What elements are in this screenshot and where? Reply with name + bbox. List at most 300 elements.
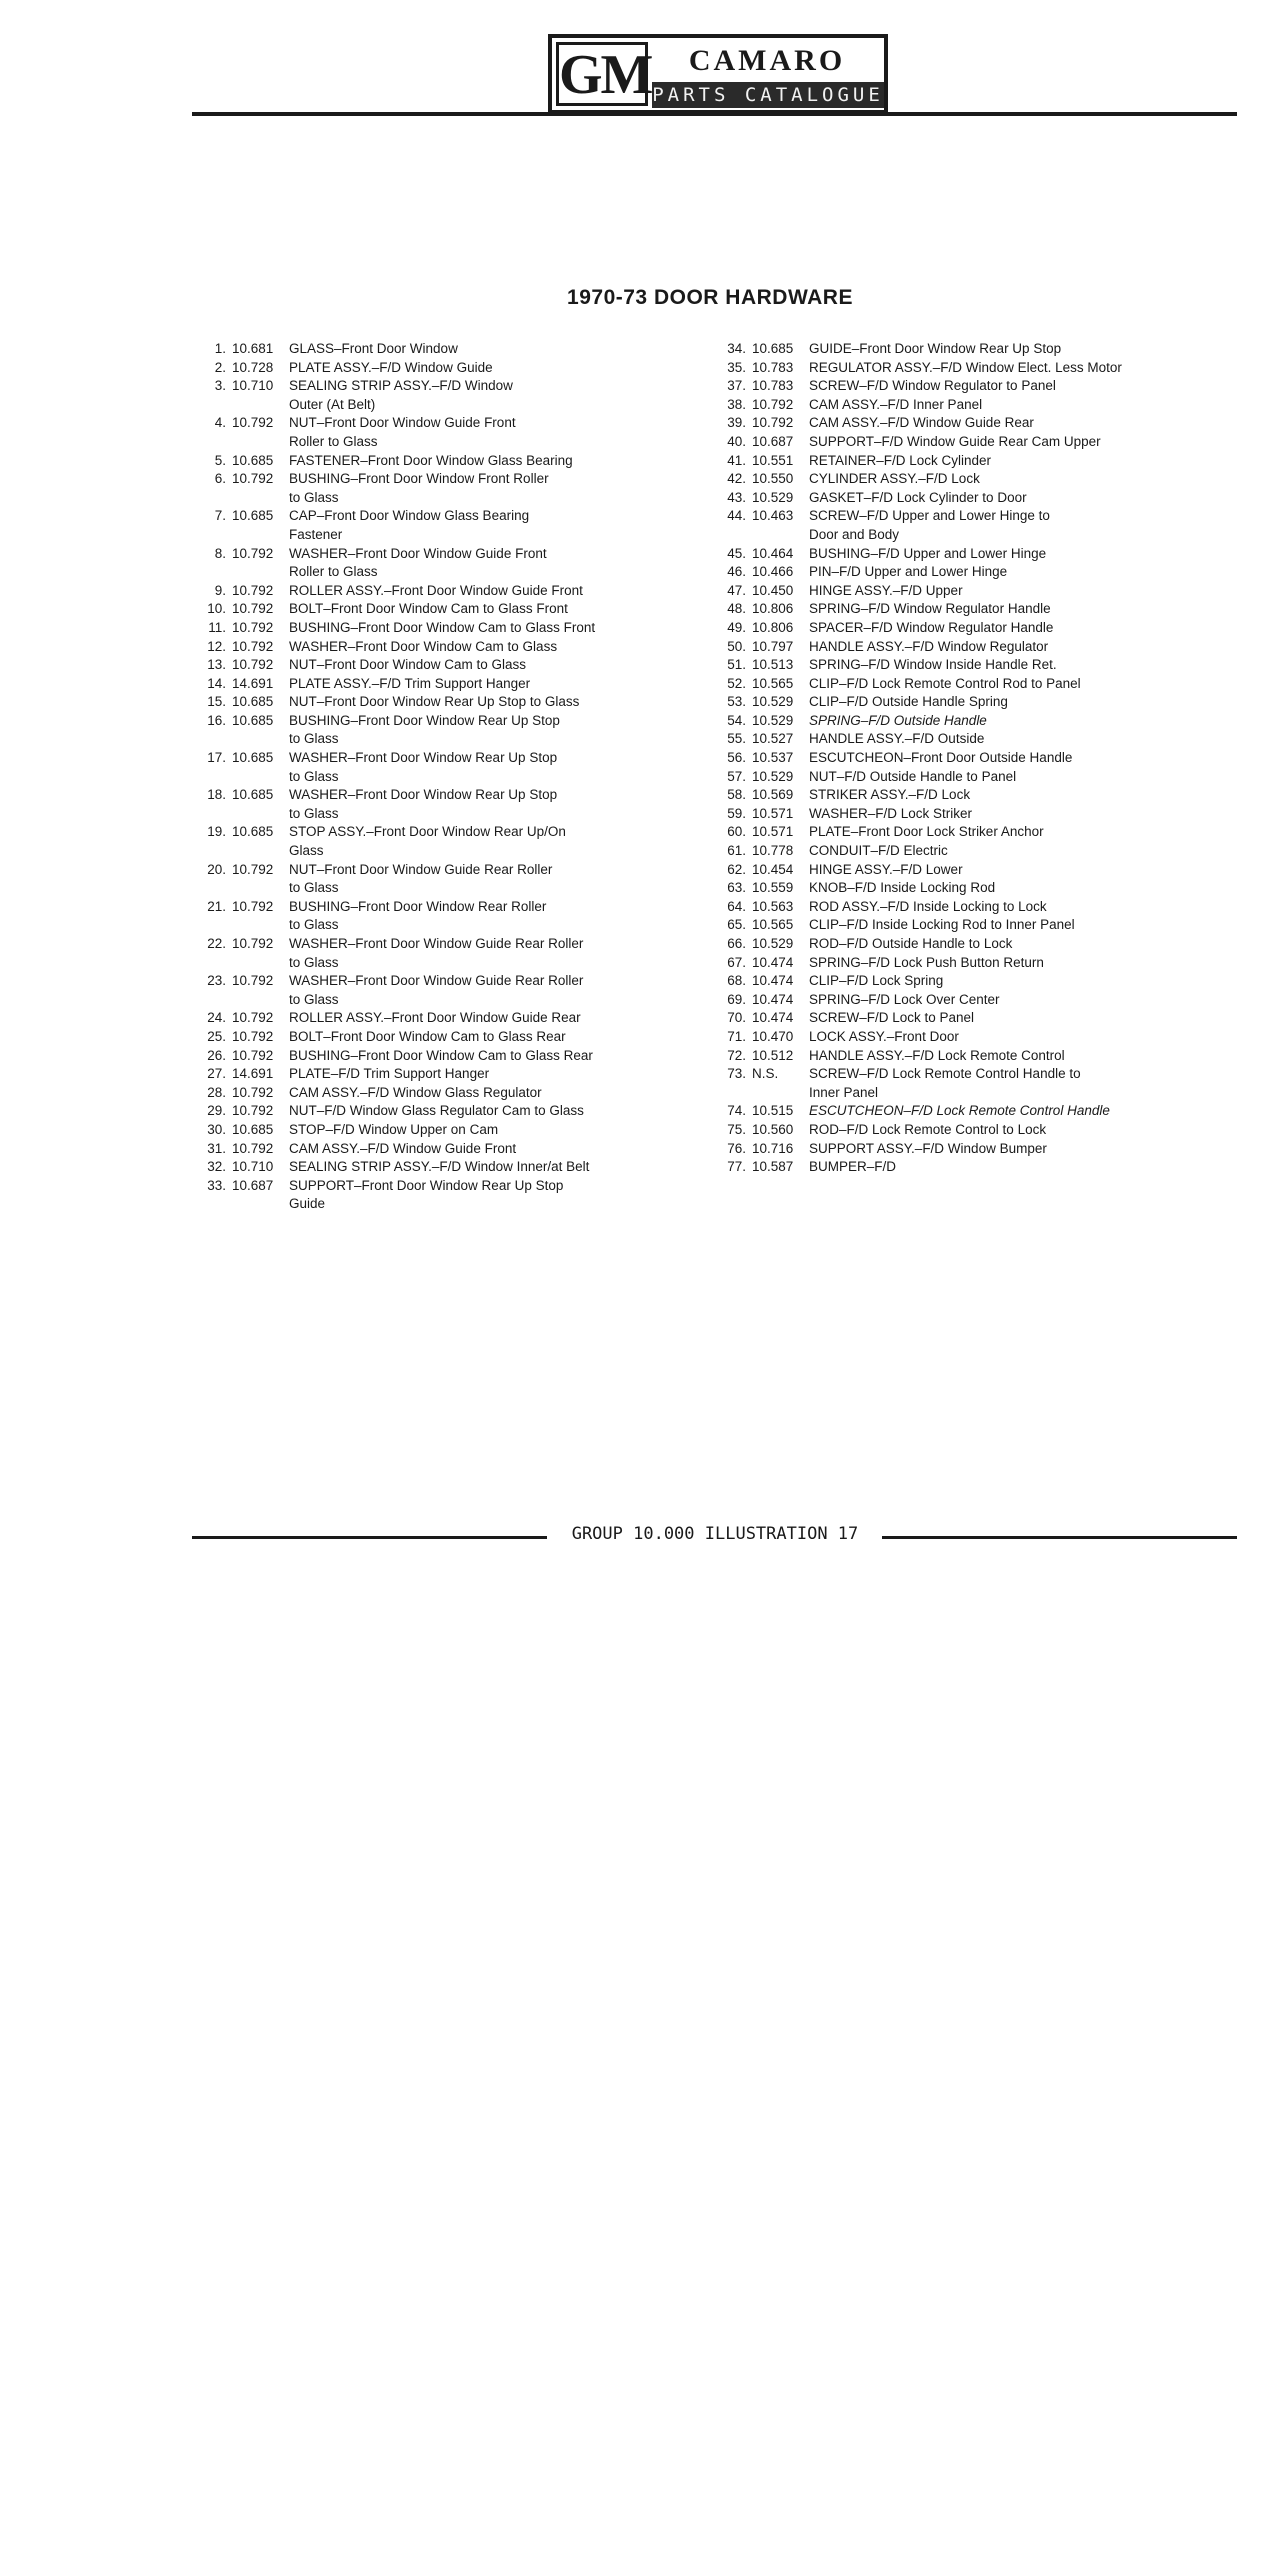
part-description: to Glass (289, 991, 339, 1007)
parts-list-left (190, 340, 710, 1214)
part-row-continuation (190, 842, 710, 861)
part-description: BUSHING–Front Door Window Rear Up Stop (289, 712, 560, 728)
part-group-code: 10.792 (232, 1084, 274, 1100)
part-row (710, 433, 1250, 452)
part-group-code (232, 730, 289, 749)
part-row (190, 712, 710, 731)
part-description: ROD–F/D Outside Handle to Lock (809, 936, 1013, 951)
part-description: CLIP–F/D Lock Remote Control Rod to Panel (809, 675, 1081, 691)
part-group-code: 10.454 (752, 861, 794, 877)
part-description: SEALING STRIP ASSY.–F/D Window Inner/at Belt (289, 1159, 590, 1175)
part-description: KNOB–F/D Inside Locking Rod (809, 880, 996, 896)
part-number: 28. (207, 1084, 226, 1100)
part-group-code (752, 1084, 809, 1103)
part-description: ROLLER ASSY.–Front Door Window Guide Front (289, 582, 583, 598)
part-description: STOP–F/D Window Upper on Cam (289, 1121, 499, 1137)
part-group-code (232, 526, 289, 545)
part-description: Roller to Glass (289, 433, 378, 449)
part-description: GASKET–F/D Lock Cylinder to Door (809, 489, 1027, 505)
part-number: 76. (727, 1140, 746, 1156)
part-row-continuation (190, 805, 710, 824)
part-group-code: 10.792 (752, 396, 794, 412)
part-group-code: 10.470 (752, 1028, 794, 1044)
part-number: 12. (207, 638, 226, 654)
part-description: PIN–F/D Upper and Lower Hinge (809, 564, 1008, 580)
part-number: 15. (207, 694, 226, 710)
part-description: SPRING–F/D Lock Push Button Return (809, 954, 1044, 970)
part-description: Glass (289, 843, 324, 859)
part-description: GLASS–Front Door Window (289, 341, 458, 356)
part-row (710, 600, 1250, 619)
part-number: 56. (727, 750, 746, 766)
part-group-code (232, 879, 289, 898)
part-number: 2. (214, 359, 226, 375)
part-number: 42. (727, 471, 746, 487)
part-group-code: 10.569 (752, 787, 794, 803)
part-group-code: 10.687 (232, 1177, 274, 1193)
part-description: FASTENER–Front Door Window Glass Bearing (289, 452, 573, 468)
part-group-code: 10.685 (752, 341, 794, 356)
part-group-code: 10.466 (752, 564, 794, 580)
part-number: 33. (207, 1177, 226, 1193)
part-row (190, 861, 710, 880)
part-row-continuation (190, 916, 710, 935)
part-number (190, 768, 232, 787)
part-row (190, 600, 710, 619)
part-description: SCREW–F/D Lock Remote Control Handle to (809, 1066, 1081, 1082)
part-row (190, 1102, 710, 1121)
part-row (710, 1102, 1250, 1121)
part-number (190, 396, 232, 415)
part-group-code: 10.806 (752, 619, 794, 635)
part-description: SPRING–F/D Outside Handle (809, 712, 987, 728)
part-group-code: 10.685 (232, 787, 274, 803)
part-number: 49. (727, 619, 746, 635)
part-description: SEALING STRIP ASSY.–F/D Window (289, 378, 513, 394)
part-number: 69. (727, 991, 746, 1007)
part-group-code: 10.571 (752, 805, 794, 821)
part-description: SUPPORT–F/D Window Guide Rear Cam Upper (809, 433, 1101, 449)
part-number: 40. (727, 433, 746, 449)
part-row (190, 823, 710, 842)
part-group-code: 10.463 (752, 508, 794, 524)
part-group-code: 10.792 (232, 1010, 274, 1026)
part-group-code: 10.792 (232, 619, 274, 635)
part-description: CAP–Front Door Window Glass Bearing (289, 508, 530, 524)
part-description: ROLLER ASSY.–Front Door Window Guide Rear (289, 1010, 581, 1026)
footer-rule-right (882, 1536, 1237, 1539)
part-group-code: 10.792 (232, 545, 274, 561)
part-number: 10. (207, 601, 226, 617)
part-description: PLATE ASSY.–F/D Trim Support Hanger (289, 675, 531, 691)
part-description: BOLT–Front Door Window Cam to Glass Front (289, 601, 568, 617)
part-number (190, 954, 232, 973)
part-group-code: 10.529 (752, 768, 794, 784)
part-row (190, 1177, 710, 1196)
part-group-code: 10.537 (752, 750, 794, 766)
part-number: 3. (214, 378, 226, 394)
part-row (190, 693, 710, 712)
part-group-code: 10.450 (752, 582, 794, 598)
part-row (190, 377, 710, 396)
part-group-code: 10.529 (752, 712, 794, 728)
part-group-code: 10.792 (232, 638, 274, 654)
part-row (710, 916, 1250, 935)
part-description: GUIDE–Front Door Window Rear Up Stop (809, 341, 1062, 356)
part-description: ESCUTCHEON–F/D Lock Remote Control Handle (809, 1103, 1110, 1119)
part-group-code: 10.474 (752, 954, 794, 970)
part-row (710, 768, 1250, 787)
part-row-continuation (190, 879, 710, 898)
part-number (190, 879, 232, 898)
part-number: 77. (727, 1159, 746, 1175)
part-group-code: 10.571 (752, 824, 794, 840)
part-description: Outer (At Belt) (289, 396, 376, 412)
page-title: 1970-73 DOOR HARDWARE (567, 286, 853, 309)
part-description: WASHER–Front Door Window Guide Rear Roller (289, 936, 584, 951)
part-number: 21. (207, 898, 226, 914)
part-description: SCREW–F/D Window Regulator to Panel (809, 378, 1056, 394)
part-number: 43. (727, 489, 746, 505)
part-number (190, 805, 232, 824)
part-group-code: 10.792 (232, 898, 274, 914)
part-row (710, 954, 1250, 973)
part-row-continuation (710, 1084, 1250, 1103)
part-description: PLATE ASSY.–F/D Window Guide (289, 359, 493, 375)
part-row-continuation (190, 396, 710, 415)
part-row (710, 414, 1250, 433)
part-description: PLATE–F/D Trim Support Hanger (289, 1066, 490, 1082)
part-number: 9. (214, 582, 226, 598)
part-row (190, 972, 710, 991)
part-row-continuation (190, 730, 710, 749)
part-row (190, 470, 710, 489)
part-group-code: 10.685 (232, 694, 274, 710)
part-number: 71. (727, 1028, 746, 1044)
part-group-code: 10.515 (752, 1103, 794, 1119)
part-group-code: 14.691 (232, 1066, 274, 1082)
part-group-code: 10.806 (752, 601, 794, 617)
logo-subtitle: PARTS CATALOGUE (652, 84, 884, 106)
part-number: 60. (727, 824, 746, 840)
part-number: 55. (727, 731, 746, 747)
part-number: 37. (727, 378, 746, 394)
part-group-code: 10.792 (232, 936, 274, 951)
part-group-code: 10.474 (752, 991, 794, 1007)
part-number: 67. (727, 954, 746, 970)
part-row (190, 1084, 710, 1103)
part-number: 23. (207, 973, 226, 989)
part-row (710, 656, 1250, 675)
part-description: REGULATOR ASSY.–F/D Window Elect. Less Motor (809, 359, 1122, 375)
part-number: 48. (727, 601, 746, 617)
part-row (190, 414, 710, 433)
part-group-code: 10.710 (232, 1159, 274, 1175)
part-number: 38. (727, 396, 746, 412)
part-number (710, 1084, 752, 1103)
part-group-code: 10.792 (232, 415, 274, 431)
part-description: LOCK ASSY.–Front Door (809, 1028, 959, 1044)
part-number: 4. (214, 415, 226, 431)
part-description: BUSHING–Front Door Window Rear Roller (289, 898, 547, 914)
part-description: Inner Panel (809, 1084, 879, 1100)
part-number: 34. (727, 341, 746, 356)
part-number: 44. (727, 508, 746, 524)
part-description: to Glass (289, 917, 339, 933)
part-description: NUT–F/D Window Glass Regulator Cam to Glass (289, 1103, 584, 1119)
part-description: CAM ASSY.–F/D Window Guide Rear (809, 415, 1034, 431)
part-group-code (232, 805, 289, 824)
part-row (190, 582, 710, 601)
part-group-code: 10.474 (752, 973, 794, 989)
part-description: CLIP–F/D Outside Handle Spring (809, 694, 1008, 710)
part-description: HANDLE ASSY.–F/D Window Regulator (809, 638, 1049, 654)
part-description: WASHER–Front Door Window Rear Up Stop (289, 787, 558, 803)
part-group-code: 10.792 (232, 1103, 274, 1119)
part-number: 65. (727, 917, 746, 933)
part-group-code: 10.474 (752, 1010, 794, 1026)
part-description: SUPPORT–Front Door Window Rear Up Stop (289, 1177, 564, 1193)
part-number (190, 916, 232, 935)
part-description: WASHER–Front Door Window Guide Front (289, 545, 547, 561)
part-description: Roller to Glass (289, 564, 378, 580)
part-row (710, 1028, 1250, 1047)
part-number: 58. (727, 787, 746, 803)
part-number: 50. (727, 638, 746, 654)
part-row (710, 861, 1250, 880)
part-description: STRIKER ASSY.–F/D Lock (809, 787, 971, 803)
part-group-code: 10.778 (752, 843, 794, 859)
part-group-code: 10.792 (232, 582, 274, 598)
part-row (710, 786, 1250, 805)
part-description: SPRING–F/D Window Inside Handle Ret. (809, 657, 1057, 673)
part-group-code: N.S. (752, 1066, 779, 1082)
part-number: 62. (727, 861, 746, 877)
part-description: SPACER–F/D Window Regulator Handle (809, 619, 1054, 635)
part-description: Guide (289, 1196, 326, 1212)
part-row (190, 1009, 710, 1028)
part-row (190, 1121, 710, 1140)
part-group-code: 10.716 (752, 1140, 794, 1156)
part-number: 70. (727, 1010, 746, 1026)
part-group-code: 10.685 (232, 824, 274, 840)
part-row (190, 507, 710, 526)
part-row (710, 396, 1250, 415)
part-number: 47. (727, 582, 746, 598)
part-row-continuation (190, 954, 710, 973)
gm-logo-mark: GM (556, 42, 648, 106)
part-group-code (232, 1195, 289, 1214)
part-group-code (752, 526, 809, 545)
part-number: 16. (207, 712, 226, 728)
part-number: 29. (207, 1103, 226, 1119)
part-description: NUT–Front Door Window Cam to Glass (289, 657, 527, 673)
part-row-continuation (190, 1195, 710, 1214)
part-description: BUSHING–Front Door Window Cam to Glass Front (289, 619, 596, 635)
part-number: 13. (207, 657, 226, 673)
part-number: 17. (207, 750, 226, 766)
part-number (190, 1195, 232, 1214)
part-description: ESCUTCHEON–Front Door Outside Handle (809, 750, 1073, 766)
part-description: WASHER–F/D Lock Striker (809, 805, 973, 821)
part-group-code: 10.529 (752, 694, 794, 710)
part-description: BUSHING–Front Door Window Cam to Glass Rear (289, 1047, 593, 1063)
parts-list-right (710, 340, 1250, 1177)
gm-camaro-logo (548, 34, 888, 114)
part-number: 6. (214, 471, 226, 487)
part-number (190, 489, 232, 508)
part-description: STOP ASSY.–Front Door Window Rear Up/On (289, 824, 566, 840)
part-row (710, 898, 1250, 917)
part-group-code: 10.529 (752, 936, 794, 951)
part-number: 32. (207, 1159, 226, 1175)
part-number (190, 563, 232, 582)
part-group-code: 10.685 (232, 1121, 274, 1137)
part-group-code: 10.551 (752, 452, 794, 468)
part-row (710, 1009, 1250, 1028)
part-number: 30. (207, 1121, 226, 1137)
part-row (710, 935, 1250, 954)
part-number: 8. (214, 545, 226, 561)
part-row (190, 935, 710, 954)
part-number: 59. (727, 805, 746, 821)
part-number: 27. (207, 1066, 226, 1082)
part-description: SCREW–F/D Lock to Panel (809, 1010, 975, 1026)
part-description: HINGE ASSY.–F/D Lower (809, 861, 963, 877)
part-group-code: 10.550 (752, 471, 794, 487)
part-row (710, 879, 1250, 898)
part-row (710, 470, 1250, 489)
part-row-continuation (190, 433, 710, 452)
part-description: to Glass (289, 805, 339, 821)
part-number: 1. (214, 341, 226, 356)
part-description: RETAINER–F/D Lock Cylinder (809, 452, 992, 468)
part-number (190, 991, 232, 1010)
part-number: 41. (727, 452, 746, 468)
part-row (190, 786, 710, 805)
part-row (710, 749, 1250, 768)
part-number: 7. (214, 508, 226, 524)
part-group-code: 10.792 (752, 415, 794, 431)
part-group-code: 10.587 (752, 1159, 794, 1175)
part-number (190, 842, 232, 861)
part-description: NUT–Front Door Window Guide Rear Roller (289, 861, 553, 877)
part-row (710, 693, 1250, 712)
part-row (190, 1140, 710, 1159)
part-row (190, 638, 710, 657)
part-row (710, 1140, 1250, 1159)
part-group-code: 10.527 (752, 731, 794, 747)
part-row (710, 507, 1250, 526)
part-number: 72. (727, 1047, 746, 1063)
part-group-code: 10.685 (232, 712, 274, 728)
part-number: 25. (207, 1028, 226, 1044)
part-description: SCREW–F/D Upper and Lower Hinge to (809, 508, 1050, 524)
part-number: 22. (207, 936, 226, 951)
part-description: ROD ASSY.–F/D Inside Locking to Lock (809, 898, 1047, 914)
part-row-continuation (190, 526, 710, 545)
part-description: CLIP–F/D Inside Locking Rod to Inner Panel (809, 917, 1075, 933)
part-row (190, 1065, 710, 1084)
part-number: 24. (207, 1010, 226, 1026)
part-row (190, 1028, 710, 1047)
part-row (710, 805, 1250, 824)
part-description: to Glass (289, 880, 339, 896)
part-group-code: 10.513 (752, 657, 794, 673)
part-row (190, 1158, 710, 1177)
part-description: NUT–Front Door Window Rear Up Stop to Glass (289, 694, 580, 710)
part-number: 61. (727, 843, 746, 859)
part-group-code: 10.685 (232, 750, 274, 766)
part-number: 11. (208, 619, 226, 635)
part-row (710, 972, 1250, 991)
part-description: CLIP–F/D Lock Spring (809, 973, 944, 989)
part-row (710, 675, 1250, 694)
part-number: 66. (727, 936, 746, 951)
part-group-code (232, 563, 289, 582)
part-row-continuation (190, 991, 710, 1010)
part-row (190, 749, 710, 768)
part-number: 68. (727, 973, 746, 989)
part-description: PLATE–Front Door Lock Striker Anchor (809, 824, 1044, 840)
part-description: BOLT–Front Door Window Cam to Glass Rear (289, 1028, 566, 1044)
part-description: BUSHING–Front Door Window Front Roller (289, 471, 549, 487)
part-group-code: 10.681 (232, 341, 274, 356)
header-rule (192, 112, 1237, 116)
part-description: WASHER–Front Door Window Guide Rear Roller (289, 973, 584, 989)
part-number: 45. (727, 545, 746, 561)
part-row (710, 1047, 1250, 1066)
part-group-code (232, 396, 289, 415)
part-row (710, 359, 1250, 378)
part-number: 14. (207, 675, 226, 691)
part-number: 46. (727, 564, 746, 580)
part-description: to Glass (289, 731, 339, 747)
part-description: HANDLE ASSY.–F/D Outside (809, 731, 985, 747)
part-description: WASHER–Front Door Window Rear Up Stop (289, 750, 558, 766)
part-group-code (232, 991, 289, 1010)
part-group-code: 10.783 (752, 359, 794, 375)
part-row (710, 1065, 1250, 1084)
part-number: 64. (727, 898, 746, 914)
part-group-code: 10.563 (752, 898, 794, 914)
part-number: 35. (727, 359, 746, 375)
part-row (710, 452, 1250, 471)
part-row (710, 730, 1250, 749)
part-description: to Glass (289, 489, 339, 505)
part-number: 74. (727, 1103, 746, 1119)
part-description: CAM ASSY.–F/D Inner Panel (809, 396, 983, 412)
part-row-continuation (190, 489, 710, 508)
part-row (710, 991, 1250, 1010)
part-row (710, 545, 1250, 564)
part-group-code: 10.565 (752, 675, 794, 691)
part-group-code: 10.687 (752, 433, 794, 449)
part-group-code: 10.792 (232, 1028, 274, 1044)
part-row (190, 359, 710, 378)
part-description: CYLINDER ASSY.–F/D Lock (809, 471, 980, 487)
part-row (710, 842, 1250, 861)
part-row (190, 1047, 710, 1066)
part-group-code: 10.512 (752, 1047, 794, 1063)
part-group-code: 10.792 (232, 861, 274, 877)
part-group-code (232, 433, 289, 452)
part-description: BUSHING–F/D Upper and Lower Hinge (809, 545, 1047, 561)
part-row (190, 545, 710, 564)
part-number: 19. (207, 824, 226, 840)
part-description: CONDUIT–F/D Electric (809, 843, 948, 859)
part-number: 57. (727, 768, 746, 784)
